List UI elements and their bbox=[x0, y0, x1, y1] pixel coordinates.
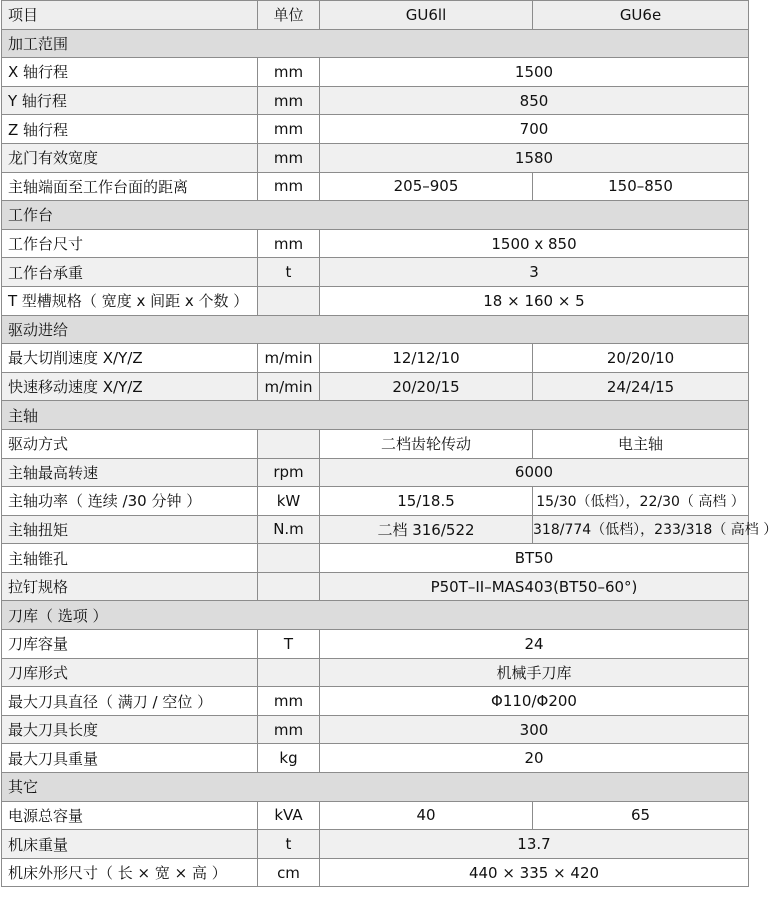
row-value: 24 bbox=[320, 630, 749, 659]
row-label: T 型槽规格（ 宽度 x 间距 x 个数 ） bbox=[2, 286, 258, 315]
row-label: 主轴端面至工作台面的距离 bbox=[2, 172, 258, 201]
row-value: P50T–II–MAS403(BT50–60°) bbox=[320, 572, 749, 601]
row-value-model-b: 20/20/10 bbox=[533, 344, 749, 373]
row-label: 最大刀具长度 bbox=[2, 715, 258, 744]
row-unit bbox=[258, 286, 320, 315]
row-label: 主轴功率（ 连续 /30 分钟 ） bbox=[2, 487, 258, 516]
row-value: 440 × 335 × 420 bbox=[320, 858, 749, 887]
row-unit: m/min bbox=[258, 344, 320, 373]
section-row bbox=[2, 773, 749, 802]
row-value-model-b: 电主轴 bbox=[533, 429, 749, 458]
table-row bbox=[2, 229, 749, 258]
row-value: 700 bbox=[320, 115, 749, 144]
row-value: 13.7 bbox=[320, 830, 749, 859]
row-value-model-b: 15/30（低档），22/30（ 高档 ） bbox=[533, 487, 749, 516]
row-value-model-a: 20/20/15 bbox=[320, 372, 533, 401]
table-row bbox=[2, 372, 749, 401]
section-title: 驱动进给 bbox=[2, 315, 749, 344]
spec-table bbox=[1, 0, 777, 887]
table-row bbox=[2, 143, 749, 172]
table-row bbox=[2, 630, 749, 659]
section-title: 其它 bbox=[2, 773, 749, 802]
row-value: 机械手刀库 bbox=[320, 658, 749, 687]
spec-body bbox=[2, 29, 777, 887]
row-value: 850 bbox=[320, 86, 749, 115]
row-unit bbox=[258, 429, 320, 458]
row-label: 最大刀具直径（ 满刀 / 空位 ） bbox=[2, 687, 258, 716]
table-row bbox=[2, 515, 749, 544]
row-unit: T bbox=[258, 630, 320, 659]
row-unit: mm bbox=[258, 86, 320, 115]
row-unit bbox=[258, 544, 320, 573]
section-title: 工作台 bbox=[2, 201, 749, 230]
row-label: Z 轴行程 bbox=[2, 115, 258, 144]
row-unit: N.m bbox=[258, 515, 320, 544]
row-unit: kVA bbox=[258, 801, 320, 830]
row-label: 最大切削速度 X/Y/Z bbox=[2, 344, 258, 373]
row-unit: t bbox=[258, 830, 320, 859]
table-row bbox=[2, 744, 749, 773]
section-row bbox=[2, 29, 749, 58]
table-row bbox=[2, 658, 749, 687]
table-row bbox=[2, 344, 749, 373]
row-unit: rpm bbox=[258, 458, 320, 487]
row-label: 主轴锥孔 bbox=[2, 544, 258, 573]
row-value-model-a: 15/18.5 bbox=[320, 487, 533, 516]
row-value: 18 × 160 × 5 bbox=[320, 286, 749, 315]
row-label: 驱动方式 bbox=[2, 429, 258, 458]
row-value-model-a: 205–905 bbox=[320, 172, 533, 201]
row-label: 龙门有效宽度 bbox=[2, 143, 258, 172]
header-model-a: GU6ll bbox=[320, 1, 533, 30]
row-unit: mm bbox=[258, 58, 320, 87]
row-unit bbox=[258, 572, 320, 601]
table-row bbox=[2, 858, 749, 887]
row-unit: mm bbox=[258, 172, 320, 201]
row-unit: mm bbox=[258, 143, 320, 172]
row-unit bbox=[258, 658, 320, 687]
table-row bbox=[2, 258, 749, 287]
header-row bbox=[2, 1, 749, 30]
row-unit: mm bbox=[258, 715, 320, 744]
row-unit: mm bbox=[258, 687, 320, 716]
table-row bbox=[2, 715, 749, 744]
row-unit: mm bbox=[258, 229, 320, 258]
row-value-model-b: 318/774（低档），233/318（ 高档 ） bbox=[533, 515, 749, 544]
row-value-model-b: 65 bbox=[533, 801, 749, 830]
row-label: 机床重量 bbox=[2, 830, 258, 859]
table-row bbox=[2, 429, 749, 458]
section-title: 主轴 bbox=[2, 401, 749, 430]
section-title: 加工范围 bbox=[2, 29, 749, 58]
table-row bbox=[2, 286, 749, 315]
table-row bbox=[2, 687, 749, 716]
section-row bbox=[2, 601, 749, 630]
table-row bbox=[2, 544, 749, 573]
header-item: 项目 bbox=[2, 1, 258, 30]
row-value-model-b: 24/24/15 bbox=[533, 372, 749, 401]
row-unit: kW bbox=[258, 487, 320, 516]
section-title: 刀库（ 选项 ） bbox=[2, 601, 749, 630]
row-unit: t bbox=[258, 258, 320, 287]
row-label: Y 轴行程 bbox=[2, 86, 258, 115]
header-model-b: GU6e bbox=[533, 1, 749, 30]
row-value: 6000 bbox=[320, 458, 749, 487]
row-value: 1500 x 850 bbox=[320, 229, 749, 258]
row-value: 1580 bbox=[320, 143, 749, 172]
row-value: 3 bbox=[320, 258, 749, 287]
row-value-model-a: 12/12/10 bbox=[320, 344, 533, 373]
table-row bbox=[2, 487, 749, 516]
row-value: 20 bbox=[320, 744, 749, 773]
header-unit: 单位 bbox=[258, 1, 320, 30]
table-row bbox=[2, 86, 749, 115]
row-label: 工作台承重 bbox=[2, 258, 258, 287]
table-row bbox=[2, 572, 749, 601]
table-row bbox=[2, 58, 749, 87]
row-value: 300 bbox=[320, 715, 749, 744]
row-value: 1500 bbox=[320, 58, 749, 87]
section-row bbox=[2, 201, 749, 230]
table-row bbox=[2, 830, 749, 859]
row-value: Φ110/Φ200 bbox=[320, 687, 749, 716]
row-unit: m/min bbox=[258, 372, 320, 401]
row-label: 最大刀具重量 bbox=[2, 744, 258, 773]
row-label: 拉钉规格 bbox=[2, 572, 258, 601]
row-label: 刀库形式 bbox=[2, 658, 258, 687]
row-label: 电源总容量 bbox=[2, 801, 258, 830]
row-value: BT50 bbox=[320, 544, 749, 573]
row-label: 工作台尺寸 bbox=[2, 229, 258, 258]
table-row bbox=[2, 115, 749, 144]
table-row bbox=[2, 458, 749, 487]
section-row bbox=[2, 401, 749, 430]
table-row bbox=[2, 801, 749, 830]
row-label: 快速移动速度 X/Y/Z bbox=[2, 372, 258, 401]
row-unit: kg bbox=[258, 744, 320, 773]
row-label: 主轴扭矩 bbox=[2, 515, 258, 544]
table-row bbox=[2, 172, 749, 201]
row-value-model-b: 150–850 bbox=[533, 172, 749, 201]
row-label: 主轴最高转速 bbox=[2, 458, 258, 487]
row-label: X 轴行程 bbox=[2, 58, 258, 87]
row-value-model-a: 二档 316/522 bbox=[320, 515, 533, 544]
row-unit: cm bbox=[258, 858, 320, 887]
row-unit: mm bbox=[258, 115, 320, 144]
row-value-model-a: 二档齿轮传动 bbox=[320, 429, 533, 458]
row-label: 刀库容量 bbox=[2, 630, 258, 659]
section-row bbox=[2, 315, 749, 344]
row-label: 机床外形尺寸（ 长 × 宽 × 高 ） bbox=[2, 858, 258, 887]
row-value-model-a: 40 bbox=[320, 801, 533, 830]
